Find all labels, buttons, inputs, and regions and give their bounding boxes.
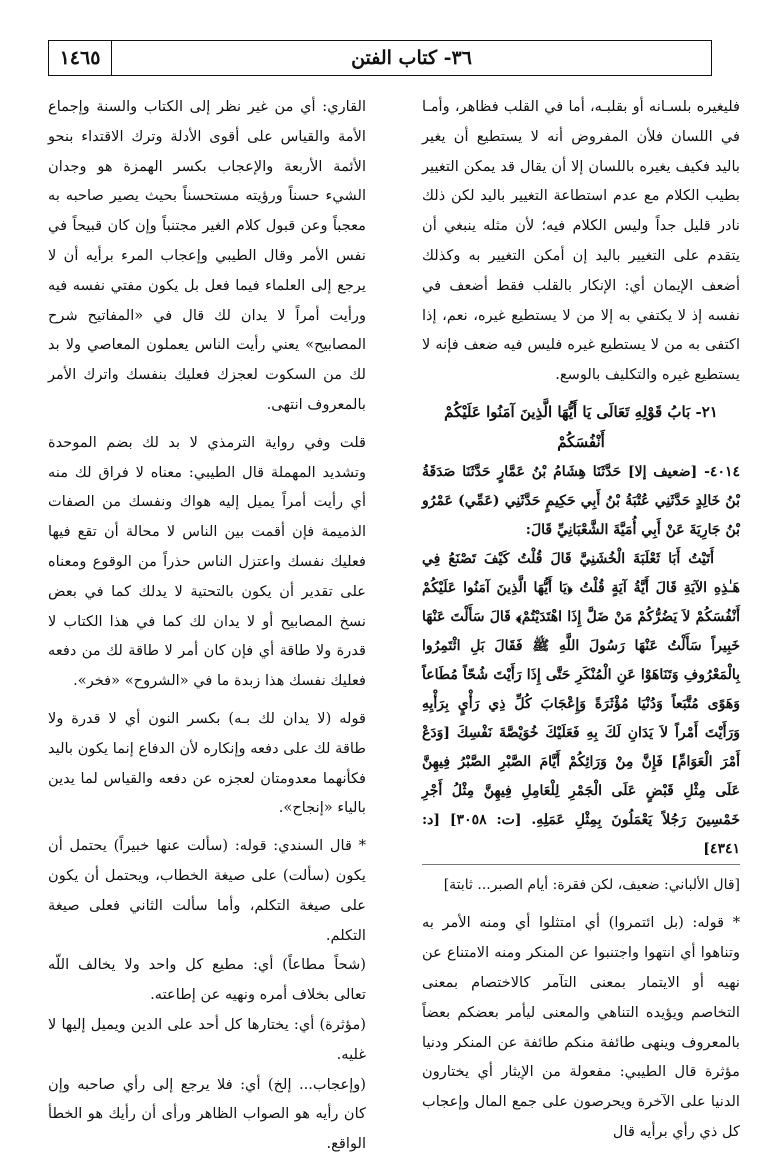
left-column: [48, 92, 366, 1159]
bab-title: ٢١- بَابُ قَوْلِهِ تَعَالَى يَا أَيُّهَا الَّذِينَ آمَنُوا عَلَيْكُمْ أَنْفُسَكُمْ: [444, 402, 718, 451]
paragraph: (وإعجاب... إلخ) أي: فلا يرجع إلى رأي صاحبه وإن كان رأيه هو الصواب الظاهر ورأى أن رأيك هو الخطأ الواقع.: [48, 1075, 366, 1153]
paragraph: (شحاً مطاعاً) أي: مطيع كل واحد ولا يخالف اللّه تعالى بخلاف أمره ونهيه عن إطاعته.: [48, 956, 366, 1004]
paragraph: (مؤثرة) أي: يختارها كل أحد على الدين ويميل إليها لا غليه.: [48, 1015, 366, 1063]
paragraph: فليغيره بلسـانه أو بقلبـه، أما في القلب فظاهر، وأمـا في اللسان فلأن المفروض أنه لا يستطيع أن يغير باليد فكيف يغيره باللسان إلا أن يقال قد يمكن التغيير بطيب الكلام مع عدم استطاعة التغيير باليد لكن ذلك نادر قليل جداً وليس الكلام فيه؛ لأن مثله ينبغي أن يتقدم على التغيير باليد إن أمكن التغيير به وكذلك أضعف الإيمان أي: الإنكار بالقلب فقط أضعف في نفسه إذ لا يكتفي به إلا من لا يستطيع غيره، نعم، إذا اكتفى به من لا يستطيع غيره فليس فيه ضعف فإنه لا يستطيع غيره والتكليف بالوسع.: [422, 98, 740, 384]
page-number: ١٤٦٥: [49, 41, 112, 75]
albani-note: [قال الألباني: ضعيف، لكن فقرة: أيام الصبر... ثابتة]: [422, 864, 740, 901]
chapter-title: ٣٦- كتاب الفتن: [351, 47, 472, 69]
paragraph: قوله (لا يدان لك بـه) بكسر النون أي لا قدرة ولا طاقة لك على دفعه وإنكاره لأن الدفاع إنما يكون باليد فكأنهما معدومتان لعجزه عن دفعه والقياس لما يدين بالياء «إنجاح».: [48, 709, 366, 817]
commentary-paragraph: * قوله: (بل ائتمروا) أي امتثلوا أي ومنه الأمر به وتناهوا أي انتهوا واجتنبوا عن المنكر ومنه الامتناع عن نهيه أو الايتمار بمعنى التآمر كالاختصام بمعنى التخاصم ويؤيده التناهي والمعنى ليأمر بعضكم بعضاً بالمعروف وينهى طائفة منكم طائفة عن المنكر ودنيا مؤثرة قال الطيبي: مفعولة من الإيثار أي يختارون الدنيا على الآخرة ويحرصون على جمع المال وإعجاب كل ذي رأي برأيه قال: [422, 914, 740, 1140]
paragraph: قلت وفي رواية الترمذي لا بد لك بضم الموحدة وتشديد المهملة قال الطيبي: معناه لا فراق لك منه أي رأيت أمراً يميل إليه هواك ونفسك من الصفات الذميمة فإن أقمت بين الناس لا محالة أن تقع فيها فعليك نفسك واعتزل الناس حذراً من الوقوع ومعناه على تقدير أن يكون بالتحتية لا يدلك كما في بعض نسخ المصابيح أو لا يدان لك كما في هذا الكتاب لا قدرة ولا طاقة أي فإن كان أمر لا طاقة لك من دفعه فعليك نفسك هذا زبدة ما في «الشروح» «فخر».: [48, 433, 366, 690]
hadith-matn: أَتَيْتُ أَبَا ثَعْلَبَةَ الْخُشَنِيَّ قَالَ قُلْتُ كَيْفَ تَصْنَعُ فِي هَـٰذِهِ الآيَةِ قَالَ أَيَّةُ آيَةٍ قُلْتُ ﴿يَا أَيُّهَا الَّذِينَ آمَنُوا عَلَيْكُمْ أَنْفُسَكُمْ لاَ يَضُرُّكُمْ مَنْ ضَلَّ إِذَا اهْتَدَيْتُمْ﴾ قَالَ سَأَلْتَ عَنْهَا خَبِيراً سَأَلْتُ عَنْهَا رَسُولَ اللَّهِ ﷺ فَقَالَ بَلِ ائْتَمِرُوا بِالْمَعْرُوفِ وَتَنَاهَوْا عَنِ الْمُنْكَرِ حَتَّى إِذَا رَأَيْتَ شُحّاً مُطَاعاً وَهَوًى مُتَّبَعاً وَدُنْيَا مُؤْثَرَةً وَإِعْجَابَ كُلِّ ذِي رَأْيٍ بِرَأْيِهِ وَرَأَيْتَ أَمْراً لاَ يَدَانِ لَكَ بِهِ فَعَلَيْكَ خُوَيْصَّةَ نَفْسِكَ [وَدَعْ أَمْرَ الْعَوَامِّ] فَإِنَّ مِنْ وَرَائِكُمْ أَيَّامَ الصَّبْرِ الصَّبْرُ فِيهِنَّ عَلَى مِثْلِ قَبْضٍ عَلَى الْجَمْرِ لِلْعَامِلِ فِيهِنَّ مِثْلُ أَجْرِ خَمْسِينَ رَجُلاً يَعْمَلُونَ بِمِثْلِ عَمَلِهِ. [ت: ٣٠٥٨] [د: ٤٣٤١]: [422, 550, 740, 857]
right-column: [422, 92, 740, 1147]
page-header: [48, 40, 712, 76]
hadith-isnad: ٤٠١٤- [ضعيف إلا] حَدَّثَنَا هِشَامُ بْنُ عَمَّارٍ حَدَّثَنَا صَدَقَةُ بْنُ خَالِدٍ حَدَّثَنِي عُتْبَةُ بْنُ أَبِي حَكِيمٍ حَدَّثَنِي (عَمِّي) عَمْرُو بْنُ جَارِيَةَ عَنْ أَبِي أُمَيَّةَ الشَّعْبَانِيِّ قَالَ:: [422, 463, 740, 538]
paragraph: * قال السندي: قوله: (سألت عنها خبيراً) يحتمل أن يكون (سألت) على صيغة الخطاب، ويحتمل أن يكون على صيغة التكلم، وأما سألت الثاني فعلى صيغة التكلم.: [48, 837, 366, 944]
paragraph: القاري: أي من غير نظر إلى الكتاب والسنة وإجماع الأمة والقياس على أقوى الأدلة وترك الاقتداء بنحو الأئمة الأربعة والإعجاب بكسر الهمزة هو وجدان الشيء حسناً ورؤيته مستحسناً بحيث يصير صاحبه به معجباً وعن قبول كلام الغير مجتنباً وإن كان قبيحاً في نفس الأمر وقال الطيبي وإعجاب المرء برأيه أن لا يرجع إلى العلماء فيما فعل بل يكون مفتي نفسه فيه ورأيت أمراً لا يدان لك قال في «المفاتيح شرح المصابيح» يعني رأيت الناس يعملون المعاصي ولا بد لك من السكوت لعجزك فعليك بنفسك واترك الأمر بالمعروف انتهى.: [48, 98, 366, 413]
